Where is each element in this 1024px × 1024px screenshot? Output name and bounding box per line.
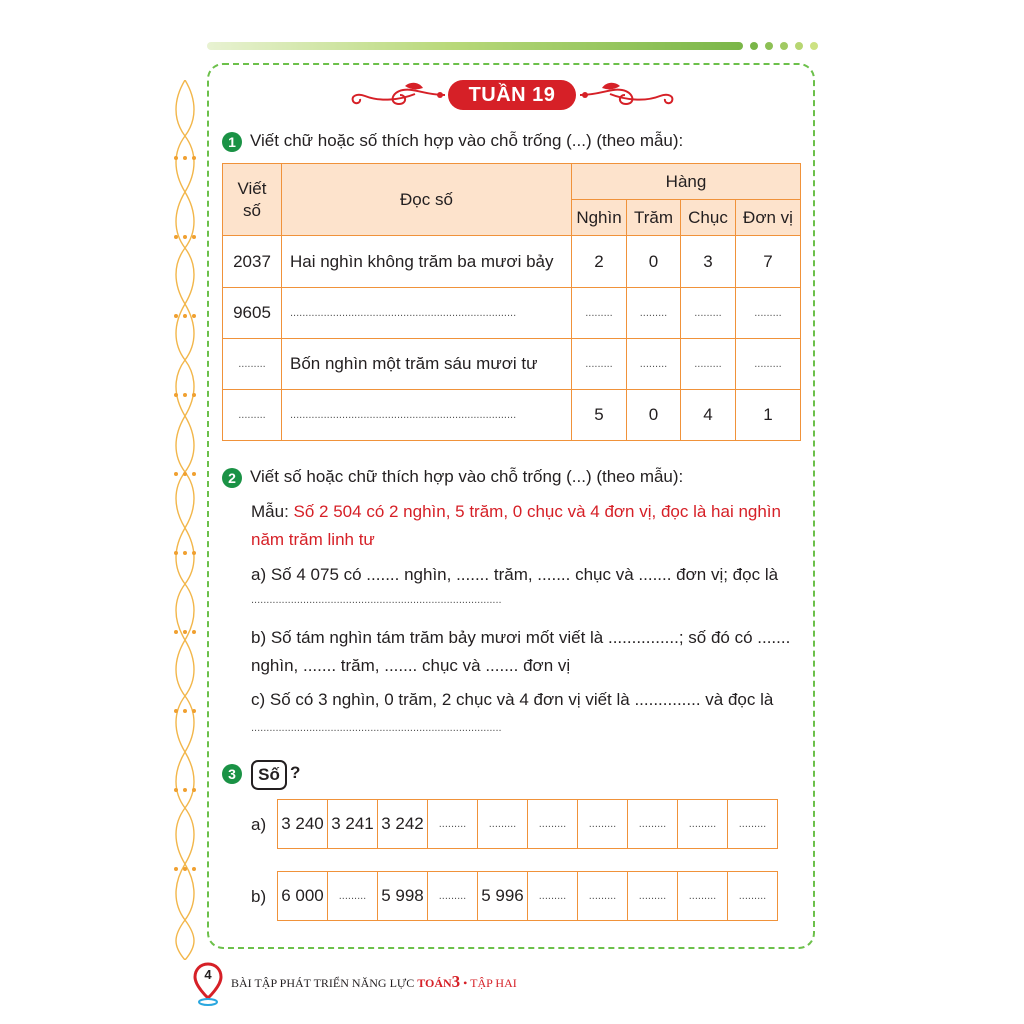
title-banner: [345, 80, 680, 112]
footer-volume: TẬP HAI: [470, 976, 517, 990]
top-dot: [795, 42, 803, 50]
cell-digit: 3: [681, 236, 736, 288]
question-mark: ?: [290, 763, 301, 782]
question-2a-line-2[interactable]: ..................................................................................: [251, 594, 502, 606]
footer-subject: TOÁN: [417, 976, 452, 990]
sample-text: Số 2 504 có 2 nghìn, 5 trăm, 0 chục và 4 đơn vị, đọc là hai nghìn: [293, 502, 781, 521]
footer-bullet: •: [463, 976, 468, 990]
sequence-cell: 3 242: [378, 800, 428, 849]
cell-digit-blank[interactable]: .........: [627, 339, 681, 390]
page-number-badge: [193, 962, 223, 1006]
top-dot: [765, 42, 773, 50]
cell-read-blank[interactable]: ..........................................................................: [282, 288, 572, 339]
header-read-number: Đọc số: [282, 164, 572, 236]
cell-read: Hai nghìn không trăm ba mươi bảy: [282, 236, 572, 288]
sample-label: Mẫu:: [251, 502, 289, 521]
header-place: Hàng: [572, 164, 801, 200]
page-number: 4: [204, 967, 212, 982]
question-2a-line-1[interactable]: a) Số 4 075 có ....... nghìn, ....... trăm, ....... chục và ....... đơn vị; đọc là: [251, 565, 779, 584]
cell-digit-blank[interactable]: .........: [736, 288, 801, 339]
question-number-3: 3: [222, 764, 242, 784]
sequence-cell: 5 996: [478, 872, 528, 921]
sequence-cell: 3 240: [278, 800, 328, 849]
table-row: [223, 236, 801, 288]
question-1-instruction: Viết chữ hoặc số thích hợp vào chỗ trống (...) (theo mẫu):: [250, 131, 684, 150]
cell-write: 2037: [223, 236, 282, 288]
cell-digit-blank[interactable]: .........: [572, 339, 627, 390]
sequence-cell-blank[interactable]: .........: [678, 872, 728, 921]
sequence-cell: 3 241: [328, 800, 378, 849]
sample-line-1: [251, 502, 781, 522]
question-number-1: 1: [222, 132, 242, 152]
cell-digit-blank[interactable]: .........: [681, 288, 736, 339]
cell-read-blank[interactable]: ..........................................................................: [282, 390, 572, 441]
header-place-thousands: Nghìn: [572, 200, 627, 236]
sequence-cell: 6 000: [278, 872, 328, 921]
sequence-cell-blank[interactable]: .........: [578, 872, 628, 921]
footer-grade: 3: [451, 972, 461, 991]
cell-digit: 5: [572, 390, 627, 441]
top-progress-bar: [207, 42, 743, 50]
header-write-number: [223, 164, 282, 236]
sequence-cell-blank[interactable]: .........: [328, 872, 378, 921]
top-dot: [780, 42, 788, 50]
sequence-a: [277, 799, 778, 849]
sample-line-2: năm trăm linh tư: [251, 530, 375, 549]
number-label-box: Số: [251, 760, 287, 790]
cell-digit: 4: [681, 390, 736, 441]
cell-digit: 1: [736, 390, 801, 441]
header-write-number-line2: số: [243, 200, 261, 220]
sequence-cell-blank[interactable]: .........: [428, 872, 478, 921]
sequence-cell-blank[interactable]: .........: [728, 800, 778, 849]
cell-digit: 0: [627, 390, 681, 441]
sequence-b-label: b): [251, 887, 267, 906]
sequence-cell-blank[interactable]: .........: [528, 800, 578, 849]
cell-digit-blank[interactable]: .........: [681, 339, 736, 390]
question-2b-line-2[interactable]: nghìn, ....... trăm, ....... chục và ....... đơn vị: [251, 656, 571, 675]
sequence-cell-blank[interactable]: .........: [678, 800, 728, 849]
table-row: [223, 339, 801, 390]
place-value-table: [222, 163, 801, 441]
cell-write-blank[interactable]: .........: [223, 339, 282, 390]
sequence-cell-blank[interactable]: .........: [728, 872, 778, 921]
cell-digit: 0: [627, 236, 681, 288]
header-write-number-line1: Viết: [237, 178, 267, 198]
sequence-cell-blank[interactable]: .........: [528, 872, 578, 921]
question-2-instruction: Viết số hoặc chữ thích hợp vào chỗ trống (...) (theo mẫu):: [250, 467, 684, 486]
cell-write: 9605: [223, 288, 282, 339]
cell-digit: 2: [572, 236, 627, 288]
cell-read: Bốn nghìn một trăm sáu mươi tư: [282, 339, 572, 390]
cell-digit-blank[interactable]: .........: [572, 288, 627, 339]
footer-series: BÀI TẬP PHÁT TRIỂN NĂNG LỰC: [231, 976, 415, 990]
question-2b-line-1[interactable]: b) Số tám nghìn tám trăm bảy mươi mốt viết là ...............; số đó có .......: [251, 628, 791, 647]
header-place-tens: Chục: [681, 200, 736, 236]
header-place-ones: Đơn vị: [736, 200, 801, 236]
sequence-cell-blank[interactable]: .........: [428, 800, 478, 849]
question-2c-line-2[interactable]: ..................................................................................: [251, 722, 502, 734]
footer-title: [231, 972, 517, 992]
sequence-cell-blank[interactable]: .........: [578, 800, 628, 849]
top-dot: [810, 42, 818, 50]
header-place-hundreds: Trăm: [627, 200, 681, 236]
cell-digit-blank[interactable]: .........: [627, 288, 681, 339]
sequence-b: [277, 871, 778, 921]
question-number-2: 2: [222, 468, 242, 488]
table-row: [223, 288, 801, 339]
cell-write-blank[interactable]: .........: [223, 390, 282, 441]
question-2c-line-1[interactable]: c) Số có 3 nghìn, 0 trăm, 2 chục và 4 đơn vị viết là .............. và đọc là: [251, 690, 774, 709]
sequence-cell-blank[interactable]: .........: [628, 872, 678, 921]
sequence-cell-blank[interactable]: .........: [628, 800, 678, 849]
cell-digit: 7: [736, 236, 801, 288]
sequence-cell: 5 998: [378, 872, 428, 921]
left-ornament: [168, 80, 202, 960]
sequence-cell-blank[interactable]: .........: [478, 800, 528, 849]
sequence-a-label: a): [251, 815, 267, 834]
cell-digit-blank[interactable]: .........: [736, 339, 801, 390]
table-row: [223, 390, 801, 441]
page-title: TUẦN 19: [448, 80, 576, 110]
top-dot: [750, 42, 758, 50]
